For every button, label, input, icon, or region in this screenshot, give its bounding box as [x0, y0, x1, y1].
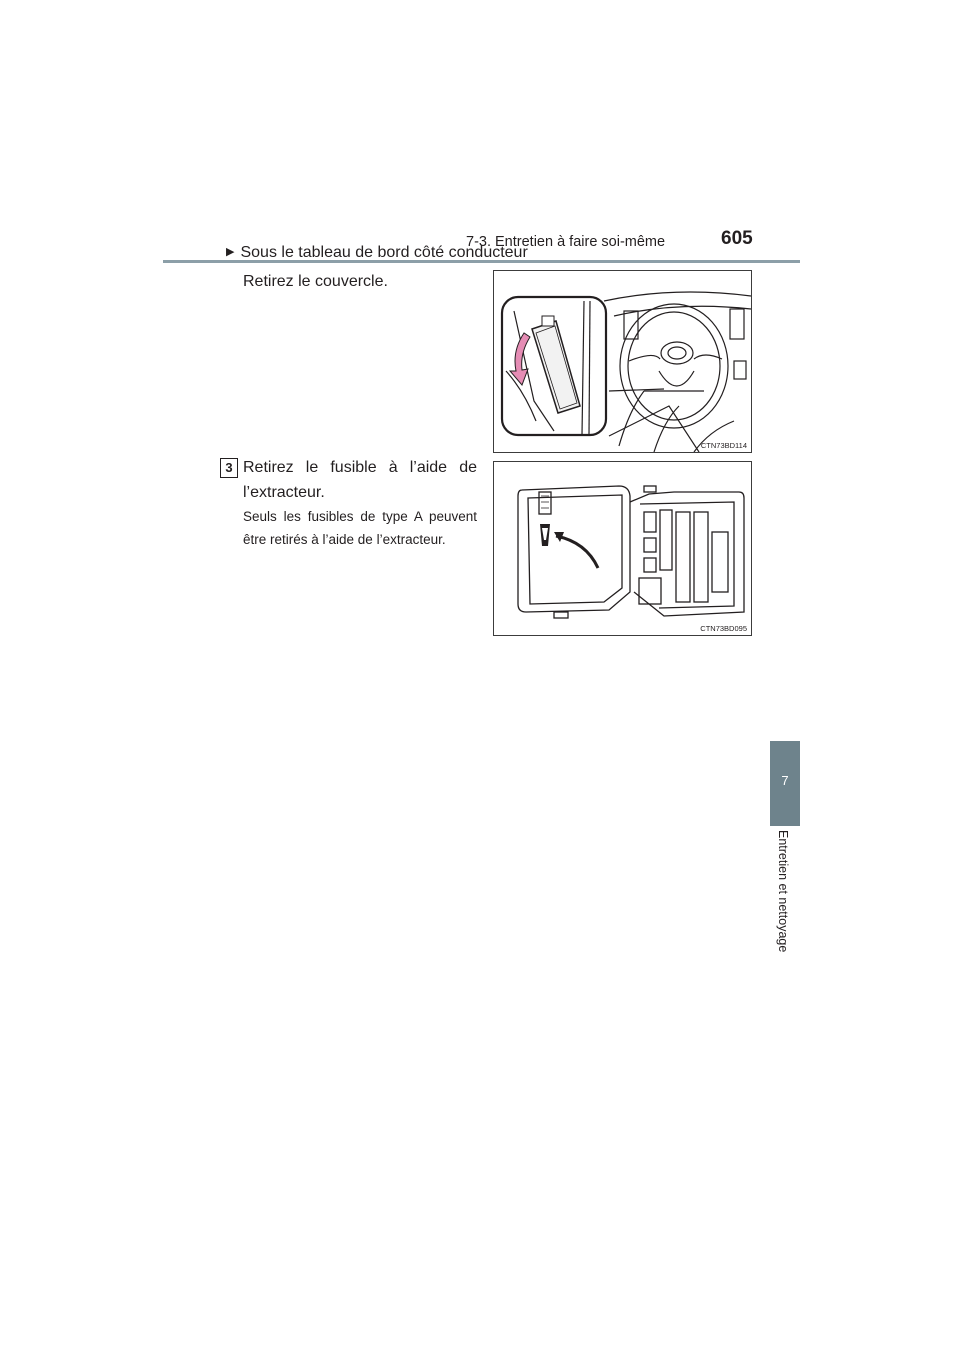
chapter-number: 7: [781, 773, 789, 788]
figure-2-code: CTN73BD095: [700, 624, 747, 633]
fuse-box-illustration: [494, 462, 751, 635]
cover-removal-illustration: [494, 271, 751, 452]
figure-fuse-extractor: [493, 461, 752, 636]
chapter-tab: [770, 741, 800, 826]
triangle-bullet-icon: ▶: [226, 246, 235, 258]
step-number-box: 3: [220, 458, 238, 478]
bullet-heading-text: Sous le tableau de bord côté conducteur: [240, 244, 528, 261]
instruction-text: Retirez le couvercle.: [243, 273, 388, 290]
page-number: 605: [721, 228, 753, 249]
figure-1-code: CTN73BD114: [700, 441, 747, 450]
chapter-title-tab: [770, 826, 800, 956]
chapter-title: Entretien et nettoyage: [776, 830, 790, 953]
header-section-title: 7-3. Entretien à faire soi-même: [466, 234, 666, 250]
step-text: Retirez le fusible à l’aide de l’extracteur.: [243, 459, 477, 501]
step-note: Seuls les fusibles de type A peuvent être retirés à l’aide de l’extracteur.: [243, 509, 477, 547]
bullet-heading: [226, 244, 528, 262]
figure-cover-removal: [493, 270, 752, 453]
